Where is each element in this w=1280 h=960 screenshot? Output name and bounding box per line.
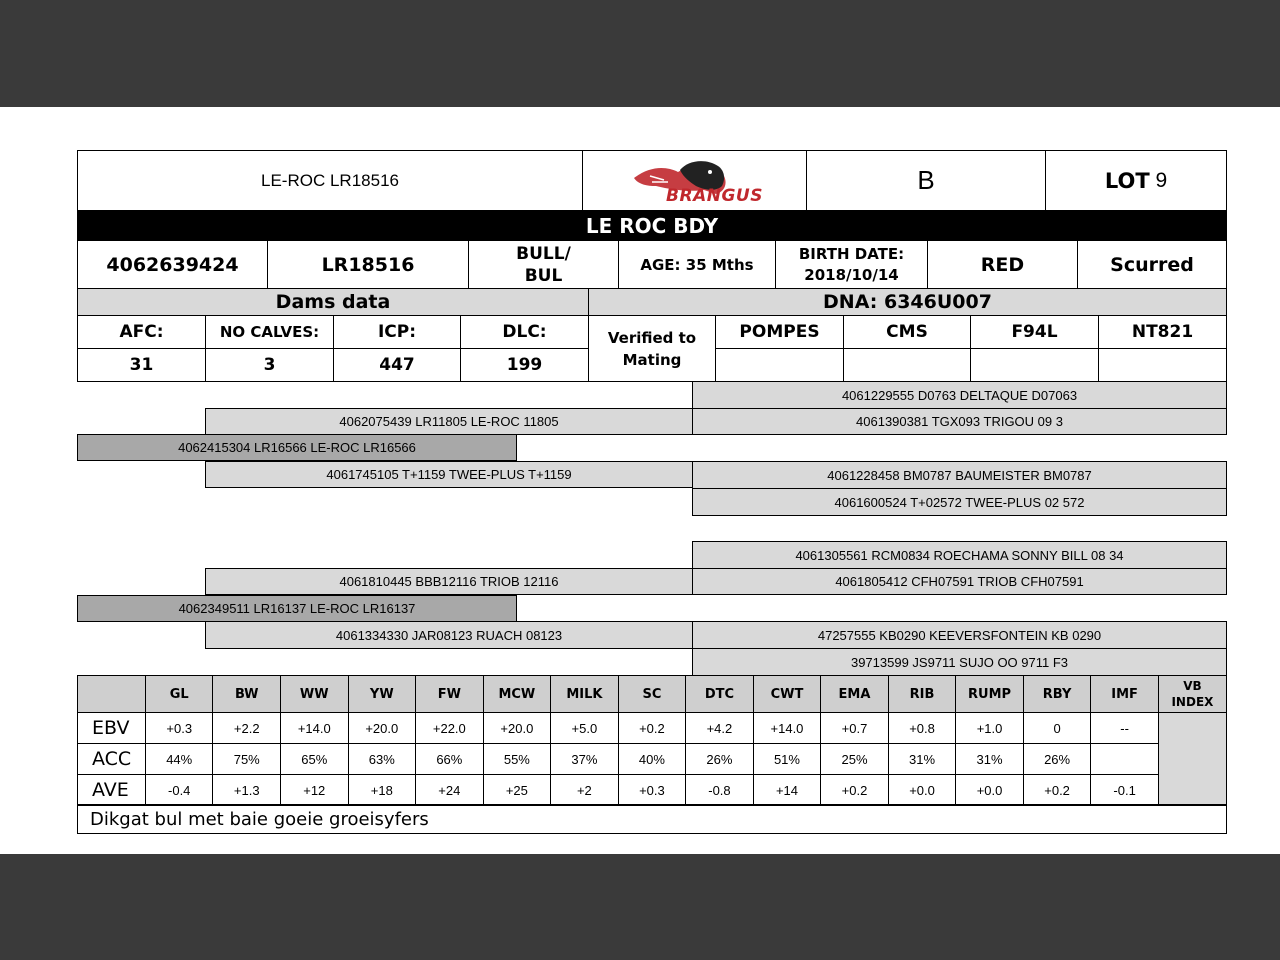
ave-milk: +2 bbox=[551, 775, 619, 806]
birth-date: 2018/10/14 bbox=[804, 265, 899, 284]
grade-letter: B bbox=[806, 150, 1046, 211]
ave-yw: +18 bbox=[348, 775, 416, 806]
ebv-gl: +0.3 bbox=[145, 713, 213, 744]
logo-text: BRANGUS bbox=[666, 185, 763, 206]
ebv-mcw: +20.0 bbox=[483, 713, 551, 744]
col-yw: YW bbox=[348, 676, 416, 713]
dna-test-nt821: NT821 bbox=[1098, 315, 1227, 349]
ebv-rib: +0.8 bbox=[888, 713, 956, 744]
col-rump: RUMP bbox=[956, 676, 1024, 713]
acc-sc: 40% bbox=[618, 744, 686, 775]
comment: Dikgat bul met baie goeie groeisyfers bbox=[77, 804, 1227, 834]
col-fw: FW bbox=[416, 676, 484, 713]
ebv-rump: +1.0 bbox=[956, 713, 1024, 744]
icp-header: ICP: bbox=[333, 315, 461, 349]
ebv-cwt: +14.0 bbox=[753, 713, 821, 744]
icp-value: 447 bbox=[333, 348, 461, 382]
pedigree-dam-sire: 4061810445 BBB12116 TRIOB 12116 bbox=[205, 568, 693, 595]
ave-fw: +24 bbox=[416, 775, 484, 806]
col-rib: RIB bbox=[888, 676, 956, 713]
verified-line-2: Mating bbox=[622, 350, 682, 369]
ebv-imf: -- bbox=[1091, 713, 1159, 744]
acc-gl: 44% bbox=[145, 744, 213, 775]
pedigree-sire-dam-dam: 4061600524 T+02572 TWEE-PLUS 02 572 bbox=[692, 488, 1227, 516]
lot-label bbox=[1045, 150, 1227, 211]
pedigree-dam-sire-dam: 4061805412 CFH07591 TRIOB CFH07591 bbox=[692, 568, 1227, 595]
dams-data-title: Dams data bbox=[77, 288, 589, 316]
ebv-milk: +5.0 bbox=[551, 713, 619, 744]
dna-result-cms bbox=[843, 348, 971, 382]
pedigree-dam-dam-sire: 47257555 KB0290 KEEVERSFONTEIN KB 0290 bbox=[692, 621, 1227, 649]
acc-row bbox=[78, 744, 1227, 775]
col-mcw: MCW bbox=[483, 676, 551, 713]
afc-header: AFC: bbox=[77, 315, 206, 349]
ave-ww: +12 bbox=[281, 775, 349, 806]
ebv-corner bbox=[78, 676, 146, 713]
ave-imf: -0.1 bbox=[1091, 775, 1159, 806]
pedigree-dam-dam-dam: 39713599 JS9711 SUJO OO 9711 F3 bbox=[692, 648, 1227, 676]
col-ema: EMA bbox=[821, 676, 889, 713]
acc-ema: 25% bbox=[821, 744, 889, 775]
ave-dtc: -0.8 bbox=[686, 775, 754, 806]
col-bw: BW bbox=[213, 676, 281, 713]
pedigree-dam-sire-sire: 4061305561 RCM0834 ROECHAMA SONNY BILL 08 34 bbox=[692, 541, 1227, 569]
ebv-sc: +0.2 bbox=[618, 713, 686, 744]
acc-yw: 63% bbox=[348, 744, 416, 775]
sex-cell bbox=[468, 240, 619, 289]
verified-line-1: Verified to bbox=[607, 328, 697, 347]
ave-sc: +0.3 bbox=[618, 775, 686, 806]
col-dtc: DTC bbox=[686, 676, 754, 713]
acc-rib: 31% bbox=[888, 744, 956, 775]
vb-label: VB bbox=[1183, 679, 1202, 693]
dna-test-pompes: POMPES bbox=[715, 315, 844, 349]
ebv-ww: +14.0 bbox=[281, 713, 349, 744]
acc-fw: 66% bbox=[416, 744, 484, 775]
brangus-logo bbox=[582, 150, 807, 211]
ebv-rby: 0 bbox=[1023, 713, 1091, 744]
dna-test-cms: CMS bbox=[843, 315, 971, 349]
lot-number: 9 bbox=[1155, 168, 1168, 192]
acc-cwt: 51% bbox=[753, 744, 821, 775]
birth-date-cell bbox=[775, 240, 928, 289]
no-calves-header: NO CALVES: bbox=[205, 315, 334, 349]
ebv-bw: +2.2 bbox=[213, 713, 281, 744]
acc-ww: 65% bbox=[281, 744, 349, 775]
ebv-header-row bbox=[78, 676, 1227, 713]
dlc-value: 199 bbox=[460, 348, 589, 382]
birth-date-label: BIRTH DATE: bbox=[798, 244, 905, 263]
ebv-ema: +0.7 bbox=[821, 713, 889, 744]
sale-card bbox=[0, 107, 1280, 854]
col-sc: SC bbox=[618, 676, 686, 713]
col-gl: GL bbox=[145, 676, 213, 713]
pedigree-sire-dam-sire: 4061228458 BM0787 BAUMEISTER BM0787 bbox=[692, 461, 1227, 489]
animal-name-bar: LE ROC BDY bbox=[77, 211, 1227, 241]
col-cwt: CWT bbox=[753, 676, 821, 713]
ave-row bbox=[78, 775, 1227, 806]
animal-code: LR18516 bbox=[267, 240, 469, 289]
ebv-fw: +22.0 bbox=[416, 713, 484, 744]
pedigree-sire-dam: 4061745105 T+1159 TWEE-PLUS T+1159 bbox=[205, 461, 693, 488]
dna-title: DNA: 6346U007 bbox=[588, 288, 1227, 316]
ave-rib: +0.0 bbox=[888, 775, 956, 806]
dna-result-nt821 bbox=[1098, 348, 1227, 382]
acc-rby: 26% bbox=[1023, 744, 1091, 775]
sex-line-2: BUL bbox=[524, 265, 563, 286]
pedigree-sire-sire: 4062075439 LR11805 LE-ROC 11805 bbox=[205, 408, 693, 435]
pedigree-sire: 4062415304 LR16566 LE-ROC LR16566 bbox=[77, 434, 517, 461]
vb-index-value bbox=[1158, 713, 1226, 806]
ave-ema: +0.2 bbox=[821, 775, 889, 806]
ave-mcw: +25 bbox=[483, 775, 551, 806]
acc-dtc: 26% bbox=[686, 744, 754, 775]
col-milk: MILK bbox=[551, 676, 619, 713]
age: AGE: 35 Mths bbox=[618, 240, 776, 289]
ave-bw: +1.3 bbox=[213, 775, 281, 806]
ave-rby: +0.2 bbox=[1023, 775, 1091, 806]
no-calves-value: 3 bbox=[205, 348, 334, 382]
pedigree-dam-dam: 4061334330 JAR08123 RUACH 08123 bbox=[205, 621, 693, 649]
col-ww: WW bbox=[281, 676, 349, 713]
dna-test-f94l: F94L bbox=[970, 315, 1099, 349]
ave-gl: -0.4 bbox=[145, 775, 213, 806]
acc-mcw: 55% bbox=[483, 744, 551, 775]
dna-result-f94l bbox=[970, 348, 1099, 382]
dlc-header: DLC: bbox=[460, 315, 589, 349]
ave-cwt: +14 bbox=[753, 775, 821, 806]
acc-rump: 31% bbox=[956, 744, 1024, 775]
col-rby: RBY bbox=[1023, 676, 1091, 713]
acc-bw: 75% bbox=[213, 744, 281, 775]
acc-milk: 37% bbox=[551, 744, 619, 775]
ebv-dtc: +4.2 bbox=[686, 713, 754, 744]
ebv-table bbox=[77, 675, 1227, 806]
pedigree-dam: 4062349511 LR16137 LE-ROC LR16137 bbox=[77, 595, 517, 622]
registration-name: LE-ROC LR18516 bbox=[77, 150, 583, 211]
col-vb-index bbox=[1158, 676, 1226, 713]
horn-status: Scurred bbox=[1077, 240, 1227, 289]
ave-rump: +0.0 bbox=[956, 775, 1024, 806]
colour: RED bbox=[927, 240, 1078, 289]
sex-line-1: BULL/ bbox=[516, 243, 571, 264]
pedigree-sire-sire-sire: 4061229555 D0763 DELTAQUE D07063 bbox=[692, 381, 1227, 409]
dna-result-pompes bbox=[715, 348, 844, 382]
ebv-yw: +20.0 bbox=[348, 713, 416, 744]
col-imf: IMF bbox=[1091, 676, 1159, 713]
acc-imf bbox=[1091, 744, 1159, 775]
lot-text: LOT bbox=[1104, 168, 1150, 193]
ebv-row bbox=[78, 713, 1227, 744]
row-label-ebv: EBV bbox=[78, 713, 146, 744]
afc-value: 31 bbox=[77, 348, 206, 382]
index-label: INDEX bbox=[1171, 695, 1214, 709]
row-label-ave: AVE bbox=[78, 775, 146, 806]
animal-id: 4062639424 bbox=[77, 240, 268, 289]
verified-to-mating bbox=[588, 315, 716, 382]
row-label-acc: ACC bbox=[78, 744, 146, 775]
pedigree-sire-sire-dam: 4061390381 TGX093 TRIGOU 09 3 bbox=[692, 408, 1227, 435]
